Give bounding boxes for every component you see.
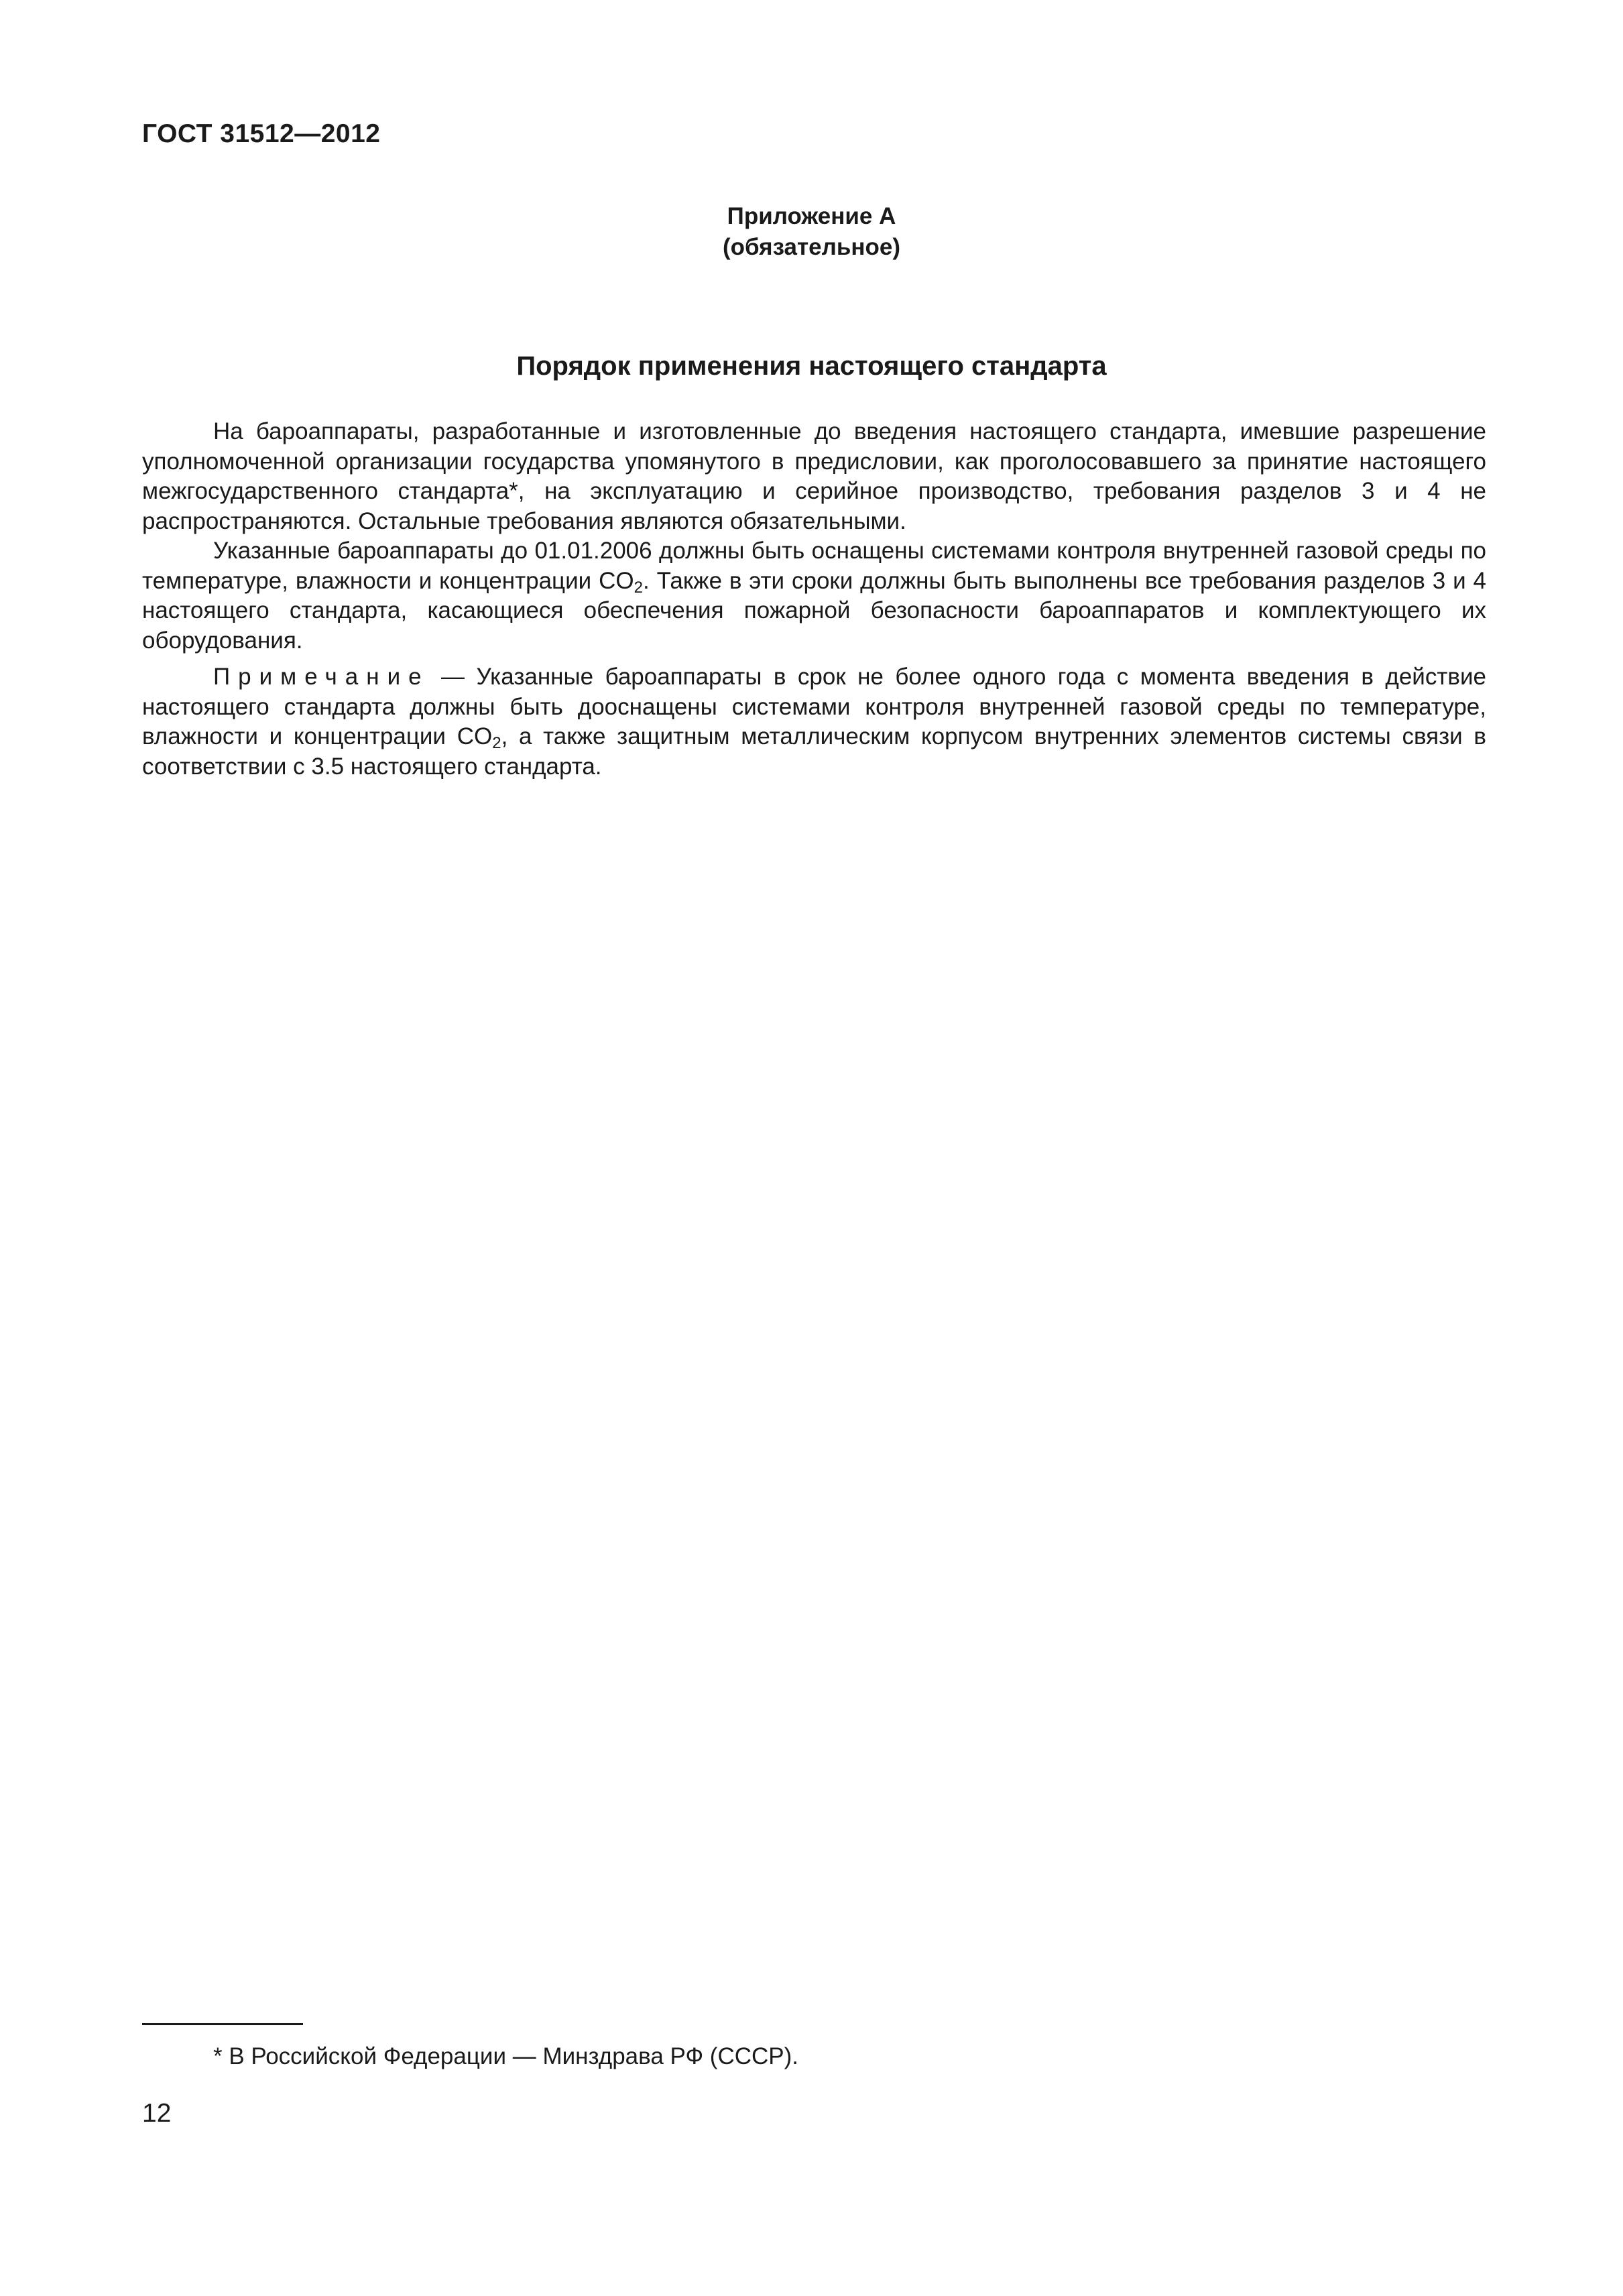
appendix-heading [0, 201, 1623, 263]
appendix-title: Приложение А [727, 203, 896, 229]
co2-subscript: 2 [634, 578, 643, 597]
paragraph-2-text-a: Указанные бароаппараты до 01.01.2006 должны быть оснащены системами контроля внутренней газовой среды по температуре, влажности и концентрации CO [142, 538, 1486, 594]
note-label: Примечание [213, 664, 430, 690]
footnote: * В Российской Федерации — Минздрава РФ (СССР). [213, 2043, 799, 2069]
section-title: Порядок применения настоящего стандарта [516, 351, 1107, 381]
note-text-b: , а также защитным металлическим корпусом внутренних элементов системы связи в соответствии с 3.5 настоящего стандарта. [142, 723, 1487, 780]
note-paragraph [142, 662, 1486, 782]
note-co2-subscript: 2 [492, 734, 501, 752]
note-text-a: — Указанные бароаппараты в срок не более одного года с момента введения в действие настоящего стандарта должны быть дооснащены системами контроля внутренней газовой среды по температуре, влажности и концентрации CO [142, 664, 1486, 749]
footnote-divider [142, 2023, 303, 2025]
appendix-subtitle: (обязательное) [722, 234, 900, 260]
standard-code: ГОСТ 31512—2012 [142, 119, 381, 148]
paragraph-1: На бароаппараты, разработанные и изготовленные до введения настоящего стандарта, имевшие разрешение уполномоченной организации государства упомянутого в предисловии, как проголосовавшего за принятие настоящего межгосударственного стандарта*, на эксплуатацию и серийное производство, требования разделов 3 и 4 не распространяются. Остальные требования являются обязательными. [142, 418, 1486, 534]
paragraph-2 [142, 536, 1486, 656]
body-text [142, 417, 1486, 782]
paragraph-2-text-b: . Также в эти сроки должны быть выполнены все требования разделов 3 и 4 настоящего стандарта, касающиеся обеспечения пожарной безопасности бароаппаратов и комплектующего их оборудования. [142, 567, 1486, 654]
page-number: 12 [142, 2099, 172, 2128]
